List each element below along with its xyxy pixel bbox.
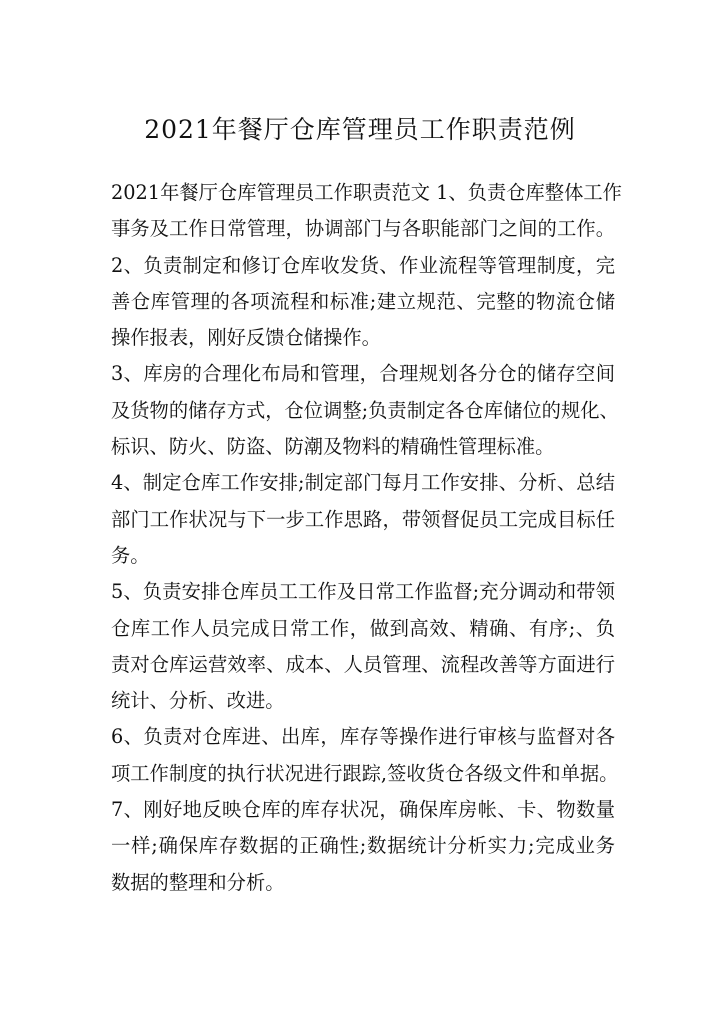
- body-line: 责对仓库运营效率、成本、人员管理、流程改善等方面进行: [111, 652, 615, 676]
- body-line: 3、库房的合理化布局和管理，合理规划各分仓的储存空间: [111, 362, 615, 386]
- document-title: 2021年餐厅仓库管理员工作职责范例: [144, 115, 576, 144]
- body-line: 标识、防火、防盗、防潮及物料的精确性管理标准。: [111, 435, 555, 459]
- body-line: 2、负责制定和修订仓库收发货、作业流程等管理制度，完: [111, 253, 615, 277]
- body-line: 部门工作状况与下一步工作思路，带领督促员工完成目标任: [111, 507, 615, 531]
- body-line: 项工作制度的执行状况进行跟踪,签收货仓各级文件和单据。: [111, 761, 619, 785]
- body-line: 5、负责安排仓库员工工作及日常工作监督;充分调动和带领: [111, 580, 615, 604]
- body-line: 统计、分析、改进。: [111, 689, 285, 713]
- body-line: 数据的整理和分析。: [111, 870, 285, 894]
- body-line: 善仓库管理的各项流程和标准;建立规范、完整的物流仓储: [111, 289, 615, 313]
- document-body: [111, 175, 622, 901]
- body-line: 一样;确保库存数据的正确性;数据统计分析实力;完成业务: [111, 834, 615, 858]
- body-line: 4、制定仓库工作安排;制定部门每月工作安排、分析、总结: [111, 471, 615, 495]
- body-line: 2021年餐厅仓库管理员工作职责范文 1、负责仓库整体工作: [111, 181, 622, 204]
- body-line: 及货物的储存方式，仓位调整;负责制定各仓库储位的规化、: [111, 398, 619, 422]
- body-line: 务。: [111, 543, 150, 567]
- body-line: 操作报表，刚好反馈仓储操作。: [111, 326, 381, 350]
- body-line: 仓库工作人员完成日常工作，做到高效、精确、有序;、负: [111, 616, 615, 640]
- body-line: 6、负责对仓库进、出库，库存等操作进行审核与监督对各: [111, 725, 615, 749]
- body-line: 7、刚好地反映仓库的库存状况，确保库房帐、卡、物数量: [111, 798, 615, 822]
- body-line: 事务及工作日常管理，协调部门与各职能部门之间的工作。: [111, 217, 615, 241]
